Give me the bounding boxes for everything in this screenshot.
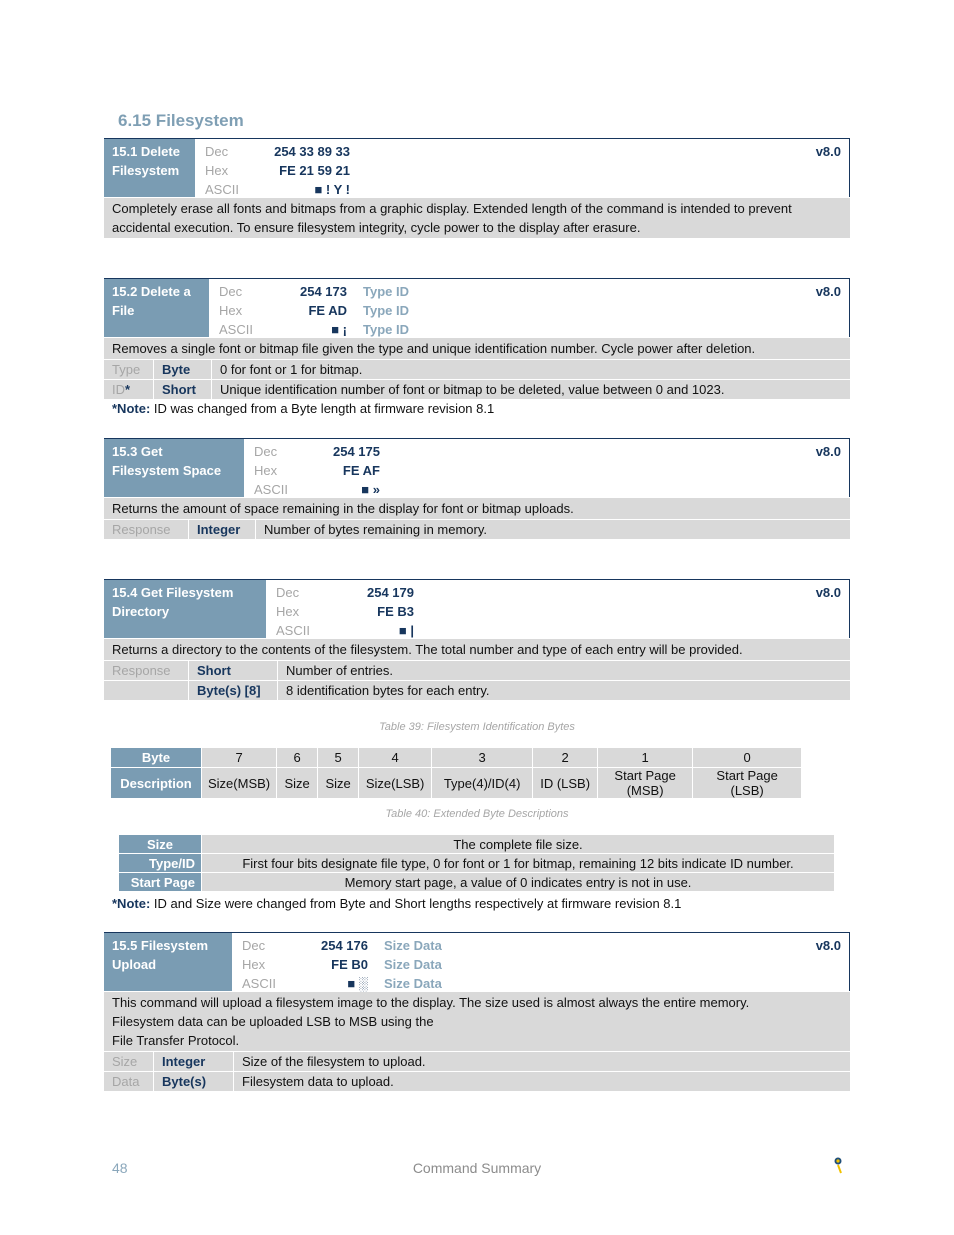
param-mark: * [125, 382, 131, 397]
version-label: v8.0 [815, 144, 841, 159]
footer-title: Command Summary [412, 1160, 542, 1176]
command-name-line2: Upload [112, 957, 157, 972]
identification-bytes-table [110, 747, 802, 799]
command-description: Completely erase all fonts and bitmaps from a graphic display. Extended length of the command is intended to prevent accidental execution. To ensure filesystem integrity, cycle power to the display after erasure. [104, 197, 850, 238]
param-name: Data [104, 1072, 154, 1091]
ascii-value: ■ | [398, 623, 414, 638]
command-get-filesystem-directory [104, 579, 850, 700]
response-type: Byte(s) [8] [189, 681, 278, 700]
dec-label: Dec [254, 444, 278, 459]
description-line: File Transfer Protocol. [112, 1033, 240, 1048]
hex-value: FE AF [342, 463, 380, 478]
param-type: Byte(s) [154, 1072, 234, 1091]
command-name-line2: Directory [112, 604, 170, 619]
table-cell: 3 [432, 748, 533, 768]
response-label: Response [104, 661, 189, 680]
table-row [119, 873, 835, 892]
hex-label: Hex [242, 957, 266, 972]
command-name-line1: 15.2 Delete a [112, 284, 191, 299]
param-label: Size Data [384, 957, 442, 972]
table-header: Start Page [119, 873, 202, 892]
description-line: Filesystem data can be uploaded LSB to MSB using the [112, 1014, 434, 1029]
command-name-line2: File [112, 303, 135, 318]
command-name [104, 933, 232, 991]
hex-label: Hex [219, 303, 243, 318]
ascii-value: ■ ! Y ! [314, 182, 350, 197]
param-desc: Filesystem data to upload. [242, 1074, 394, 1089]
response-desc: 8 identification bytes for each entry. [286, 683, 490, 698]
table-cell: 0 [693, 748, 802, 768]
table-caption: Table 39: Filesystem Identification Bytes [379, 721, 575, 733]
response-row [104, 519, 850, 539]
command-name-line1: 15.5 Filesystem [112, 938, 209, 953]
note-text: ID was changed from a Byte length at firmware revision 8.1 [150, 401, 495, 416]
param-row [104, 379, 850, 399]
dec-value: 254 179 [367, 585, 414, 600]
table-cell: First four bits designate file type, 0 for font or 1 for bitmap, remaining 12 bits indicate ID number. [202, 854, 835, 873]
hex-value: FE 21 59 21 [279, 163, 350, 178]
command-name-line1: 15.3 Get [112, 444, 163, 459]
note-label: *Note: [112, 401, 151, 416]
response-label-blank [104, 681, 189, 700]
dec-label: Dec [219, 284, 243, 299]
ascii-value: ■ ¡ [331, 322, 347, 337]
hex-value: FE AD [308, 303, 347, 318]
dec-label: Dec [205, 144, 229, 159]
note [112, 401, 494, 416]
table-header: Type/ID [119, 854, 202, 873]
param-label: Size Data [384, 976, 442, 991]
command-name-line1: 15.4 Get Filesystem [112, 585, 234, 600]
note-label: *Note: [112, 896, 151, 911]
hex-label: Hex [254, 463, 278, 478]
hex-label: Hex [276, 604, 300, 619]
response-row [104, 660, 850, 680]
table-header: Byte [111, 748, 202, 768]
response-type: Short [189, 661, 278, 680]
param-label: Type ID [363, 303, 409, 318]
table-cell: ID (LSB) [533, 768, 598, 799]
response-desc: Number of bytes remaining in memory. [264, 522, 488, 537]
table-cell: Size [318, 768, 359, 799]
command-get-filesystem-space [104, 438, 850, 539]
dec-value: 254 175 [333, 444, 380, 459]
section-title: 6.15 Filesystem [118, 111, 244, 130]
command-delete-filesystem [104, 138, 850, 238]
table-cell: 5 [318, 748, 359, 768]
extended-byte-table [118, 834, 835, 892]
param-type: Byte [154, 360, 212, 379]
ascii-label: ASCII [219, 322, 253, 337]
command-name-line1: 15.1 Delete [112, 144, 180, 159]
param-name-text: ID [112, 382, 125, 397]
note-text: ID and Size were changed from Byte and Short lengths respectively at firmware revision 8.1 [150, 896, 682, 911]
ascii-label: ASCII [276, 623, 310, 638]
param-label: Size Data [384, 938, 442, 953]
dec-label: Dec [242, 938, 266, 953]
table-cell: Size [277, 768, 318, 799]
param-row [104, 1071, 850, 1091]
param-name [104, 380, 154, 399]
version-label: v8.0 [815, 284, 841, 299]
ascii-label: ASCII [205, 182, 239, 197]
ascii-value: ■ ░ [347, 976, 368, 991]
hex-label: Hex [205, 163, 229, 178]
table-cell: Size(MSB) [202, 768, 277, 799]
version-label: v8.0 [815, 444, 841, 459]
version-label: v8.0 [815, 585, 841, 600]
page-number: 48 [112, 1160, 128, 1176]
param-desc: 0 for font or 1 for bitmap. [220, 362, 363, 377]
dec-value: 254 176 [321, 938, 368, 953]
table-cell: Type(4)/ID(4) [432, 768, 533, 799]
table-cell: Size(LSB) [359, 768, 432, 799]
param-row [104, 1051, 850, 1071]
command-description: Returns the amount of space remaining in the display for font or bitmap uploads. [104, 497, 850, 519]
ascii-label: ASCII [254, 482, 288, 497]
ascii-label: ASCII [242, 976, 276, 991]
hex-value: FE B3 [377, 604, 414, 619]
command-name [104, 139, 195, 197]
dec-value: 254 33 89 33 [274, 144, 350, 159]
table-header: Size [119, 835, 202, 854]
ascii-value: ■ » [361, 482, 380, 497]
logo-icon [832, 1156, 846, 1181]
command-name [104, 439, 244, 497]
param-label: Type ID [363, 322, 409, 337]
param-type: Short [154, 380, 212, 399]
table-cell: 7 [202, 748, 277, 768]
param-label: Type ID [363, 284, 409, 299]
table-cell: 1 [598, 748, 693, 768]
table-cell: 4 [359, 748, 432, 768]
dec-value: 254 173 [300, 284, 347, 299]
command-filesystem-upload [104, 932, 850, 1091]
description-line: This command will upload a filesystem image to the display. The size used is almost always the entire memory. [112, 995, 750, 1010]
table-row [119, 835, 835, 854]
table-cell: Start Page (MSB) [598, 768, 693, 799]
command-description: Removes a single font or bitmap file given the type and unique identification number. Cycle power after deletion. [104, 337, 850, 359]
hex-value: FE B0 [331, 957, 368, 972]
dec-label: Dec [276, 585, 300, 600]
command-name [104, 580, 266, 638]
response-desc: Number of entries. [286, 663, 393, 678]
param-desc: Size of the filesystem to upload. [242, 1054, 426, 1069]
response-label: Response [104, 520, 189, 539]
param-name: Type [104, 360, 154, 379]
command-description: Returns a directory to the contents of the filesystem. The total number and type of each entry will be provided. [104, 638, 850, 660]
response-type: Integer [189, 520, 256, 539]
table-cell: 6 [277, 748, 318, 768]
command-description [104, 991, 850, 1051]
table-caption: Table 40: Extended Byte Descriptions [385, 808, 569, 820]
command-delete-file [104, 278, 850, 399]
command-name-line2: Filesystem [112, 163, 180, 178]
table-cell: Memory start page, a value of 0 indicates entry is not in use. [202, 873, 835, 892]
table-cell: 2 [533, 748, 598, 768]
command-name [104, 279, 209, 337]
param-row [104, 359, 850, 379]
note [112, 896, 681, 911]
table-row [111, 768, 802, 799]
table-cell: The complete file size. [202, 835, 835, 854]
table-cell: Start Page (LSB) [693, 768, 802, 799]
response-row [104, 680, 850, 700]
table-row [111, 748, 802, 768]
table-row [119, 854, 835, 873]
param-desc: Unique identification number of font or bitmap to be deleted, value between 0 and 1023. [220, 382, 725, 397]
command-name-line2: Filesystem Space [112, 463, 222, 478]
param-type: Integer [154, 1052, 234, 1071]
param-name: Size [104, 1052, 154, 1071]
version-label: v8.0 [815, 938, 841, 953]
table-header: Description [111, 768, 202, 799]
